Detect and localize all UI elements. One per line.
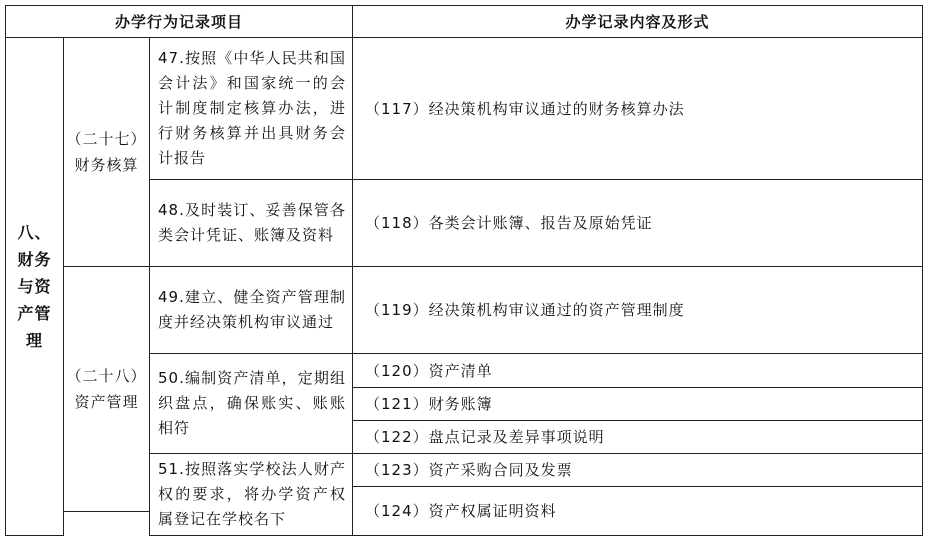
item-51: 51.按照落实学校法人财产权的要求，将办学资产权属登记在学校名下 [150,454,353,536]
header-behavior-items: 办学行为记录项目 [6,6,353,38]
record-121: （121）财务账簿 [353,388,923,421]
record-122: （122）盘点记录及差异事项说明 [353,421,923,454]
category-line: 财务 [17,250,52,269]
category-line: 理 [25,331,43,350]
records-table [5,5,923,536]
record-117: （117）经决策机构审议通过的财务核算办法 [353,38,923,180]
category-cell [6,38,64,536]
subcategory-cell-27 [64,38,150,267]
item-49: 49.建立、健全资产管理制度并经决策机构审议通过 [150,267,353,354]
record-124: （124）资产权属证明资料 [353,487,923,536]
subcategory-cell-28 [64,267,150,512]
subcategory-line: （二十七） [66,130,147,148]
record-123: （123）资产采购合同及发票 [353,454,923,487]
item-47: 47.按照《中华人民共和国会计法》和国家统一的会计制度制定核算办法，进行财务核算并出具财务会计报告 [150,38,353,180]
category-line: 八、 [17,223,52,242]
table-header-row [6,6,923,38]
item-50: 50.编制资产清单，定期组织盘点，确保账实、账账相符 [150,354,353,454]
header-record-content: 办学记录内容及形式 [353,6,923,38]
category-line: 与资 [17,277,52,296]
table-row [6,38,923,180]
subcategory-line: 财务核算 [74,156,139,174]
table-row [6,267,923,354]
subcategory-line: （二十八） [66,367,147,385]
subcategory-line: 资产管理 [74,393,139,411]
record-118: （118）各类会计账簿、报告及原始凭证 [353,180,923,267]
record-120: （120）资产清单 [353,354,923,388]
item-48: 48.及时装订、妥善保管各类会计凭证、账簿及资料 [150,180,353,267]
record-119: （119）经决策机构审议通过的资产管理制度 [353,267,923,354]
category-line: 产管 [17,304,52,323]
